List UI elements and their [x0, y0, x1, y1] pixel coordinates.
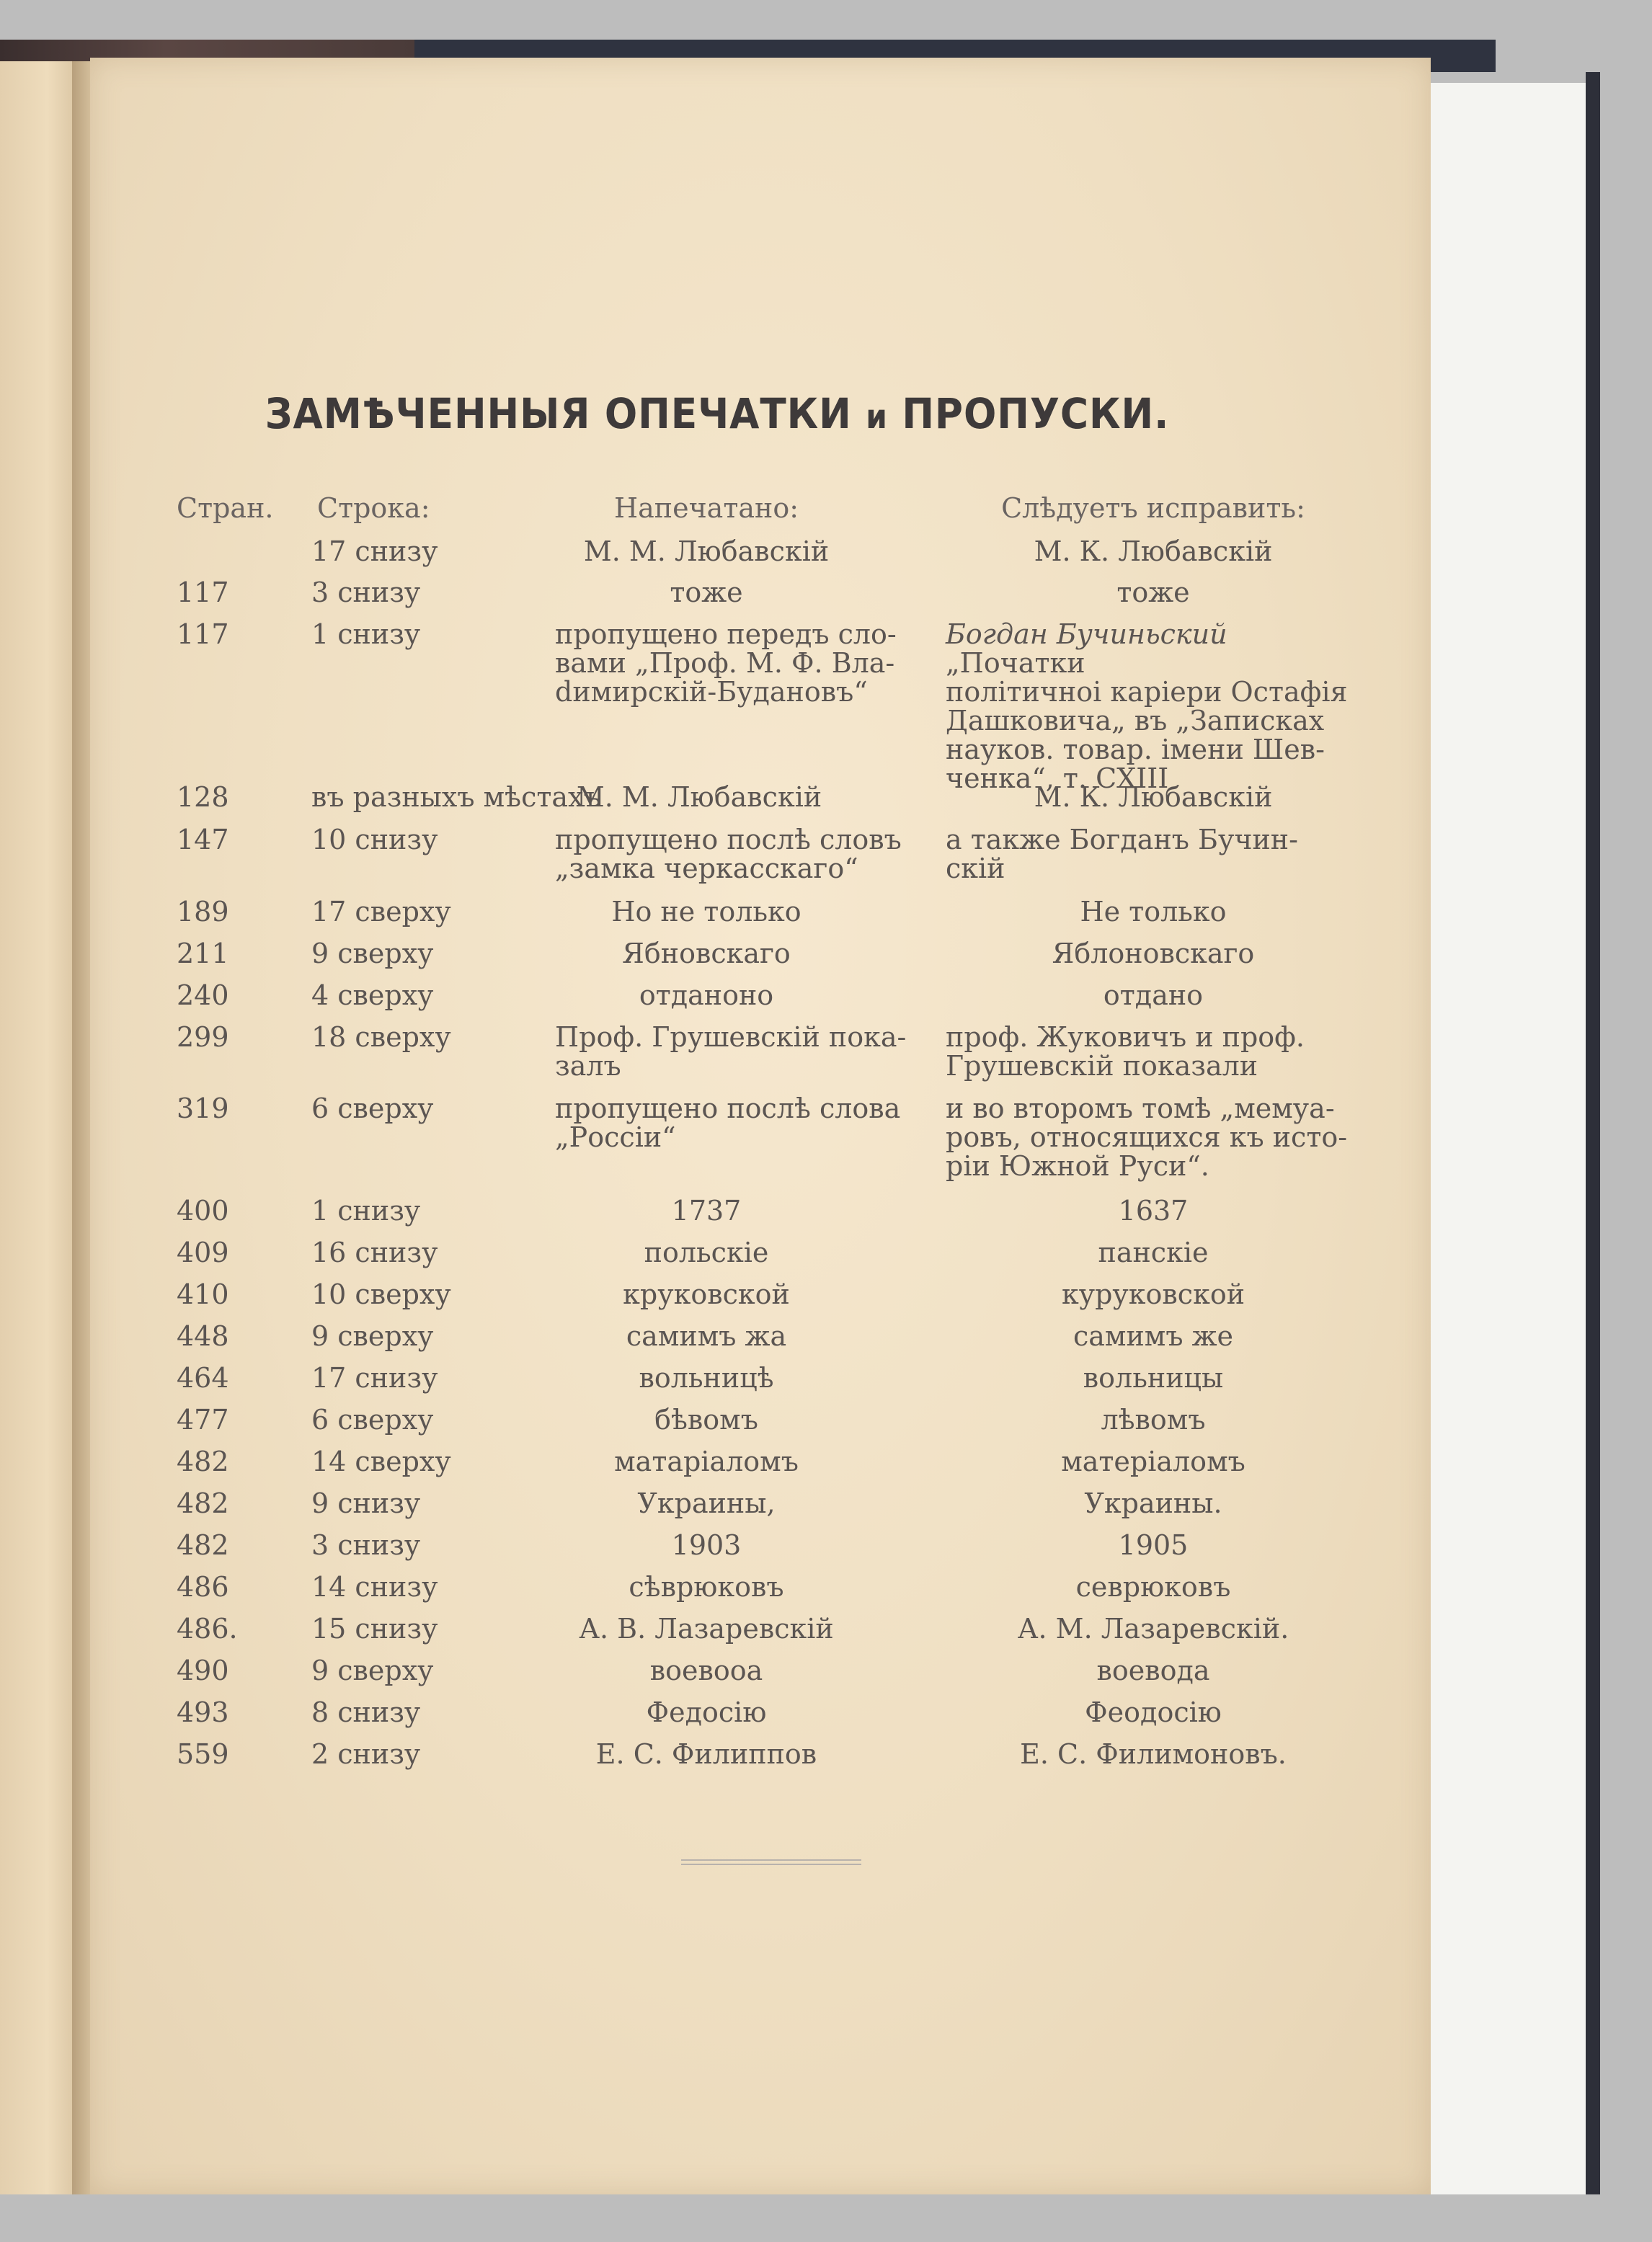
cell-printed: сѣврюковъ [629, 1571, 784, 1603]
cell-line: 4 сверху [311, 979, 434, 1011]
title-tail: ПРОПУСКИ. [902, 389, 1170, 438]
cell-line: 10 снизу [311, 824, 438, 855]
cell-correct: отдано [1103, 979, 1204, 1011]
cell-line: 2 снизу [311, 1738, 421, 1770]
cell-line: 3 снизу [311, 1529, 421, 1561]
cell-printed: М. М. Любавскій [583, 535, 830, 567]
cell-printed: 1903 [671, 1529, 742, 1561]
cell-correct: М. К. Любавскій [1034, 535, 1273, 567]
cell-page: 477 [177, 1404, 229, 1436]
cell-page: 211 [177, 938, 229, 969]
cell-correct: Яблоновскаго [1052, 938, 1255, 969]
end-divider [681, 1859, 861, 1865]
cell-correct: Феодосію [1085, 1696, 1222, 1728]
header-printed: Напечатано: [613, 492, 799, 524]
cell-correct: А. М. Лазаревскій. [1017, 1613, 1289, 1645]
cell-line: 9 снизу [311, 1487, 421, 1519]
cell-correct: матеріаломъ [1061, 1446, 1245, 1477]
cell-correct: 1637 [1118, 1195, 1189, 1227]
cell-page: 493 [177, 1696, 229, 1728]
cell-page: 117 [177, 577, 229, 608]
cell-page: 319 [177, 1093, 229, 1124]
cell-line: 9 сверху [311, 1320, 434, 1352]
cell-line: 1 снизу [311, 1195, 421, 1227]
cell-printed: польскіе [644, 1237, 769, 1268]
cell-correct: лѣвомъ [1101, 1404, 1206, 1436]
cell-page: 448 [177, 1320, 229, 1352]
cell-page: 400 [177, 1195, 229, 1227]
cell-correct-author: Богдан Бучиньский [946, 618, 1227, 650]
cell-line: 6 сверху [311, 1404, 434, 1436]
cell-page: 464 [177, 1362, 229, 1394]
cell-correct: самимъ же [1073, 1320, 1234, 1352]
cell-printed: матаріаломъ [614, 1446, 799, 1477]
cell-correct: Не только [1080, 896, 1227, 928]
cell-correct: а также Богданъ Бучин- скій [946, 824, 1298, 884]
cell-line: 8 снизу [311, 1696, 421, 1728]
cell-line: 1 снизу [311, 618, 421, 650]
cell-printed: пропущено послѣ слова „Россіи“ [555, 1093, 901, 1153]
cell-page: 482 [177, 1529, 229, 1561]
cell-line: 9 сверху [311, 1655, 434, 1686]
cell-line: 18 сверху [311, 1021, 451, 1053]
cell-page: 117 [177, 618, 229, 650]
cell-page: 486 [177, 1571, 229, 1603]
cell-page: 409 [177, 1237, 229, 1268]
cell-page: 147 [177, 824, 229, 855]
cell-page: 490 [177, 1655, 229, 1686]
cell-page: 128 [177, 781, 229, 813]
cell-line: 6 сверху [311, 1093, 434, 1124]
cell-line: 17 снизу [311, 1362, 438, 1394]
cell-printed: Но не только [611, 896, 801, 928]
cell-printed: тоже [670, 577, 743, 608]
cell-printed: А. В. Лазаревскій [579, 1613, 834, 1645]
header-line: Строка: [317, 492, 430, 524]
cell-page: 486. [177, 1613, 238, 1645]
cell-correct: проф. Жуковичъ и проф. Грушевскій показали [946, 1021, 1305, 1082]
cell-printed: Проф. Грушевскій пока- залъ [555, 1021, 907, 1082]
cell-printed: вольницѣ [639, 1362, 774, 1394]
cell-printed: Украины, [637, 1487, 776, 1519]
cell-correct: воевода [1096, 1655, 1210, 1686]
cell-line: 9 сверху [311, 938, 434, 969]
cell-page: 240 [177, 979, 229, 1011]
left-facing-page [0, 61, 79, 2194]
cell-line: 17 снизу [311, 535, 438, 567]
cell-correct: севрюковъ [1075, 1571, 1231, 1603]
title-main: ЗАМѢЧЕННЫЯ ОПЕЧАТКИ [265, 389, 852, 438]
book-cover-board [1416, 83, 1594, 2194]
header-correct: Слѣдуетъ исправить: [1001, 492, 1305, 524]
title-conjunction: и [866, 397, 888, 436]
cell-correct: Украины. [1084, 1487, 1222, 1519]
cell-correct [946, 620, 1364, 793]
cell-page: 559 [177, 1738, 229, 1770]
cell-correct: панскіе [1098, 1237, 1209, 1268]
cell-line: 15 снизу [311, 1613, 438, 1645]
cell-line: 16 снизу [311, 1237, 438, 1268]
cell-page: 299 [177, 1021, 229, 1053]
page-title [58, 389, 1377, 438]
header-page: Стран. [177, 492, 274, 524]
cell-printed: Е. С. Филиппов [595, 1738, 817, 1770]
cell-printed: воевооа [649, 1655, 763, 1686]
cell-page: 482 [177, 1446, 229, 1477]
cell-line: 3 снизу [311, 577, 421, 608]
cell-correct: и во второмъ томѣ „мемуа- ровъ, относящихся къ исто- ріи Южной Руси“. [946, 1093, 1348, 1182]
cell-correct: тоже [1116, 577, 1190, 608]
cell-printed: отданоно [639, 979, 774, 1011]
cell-line: 14 снизу [311, 1571, 438, 1603]
cell-printed: пропущено послѣ словъ „замка черкасскаго“ [555, 824, 902, 884]
cell-page: 482 [177, 1487, 229, 1519]
cell-printed: пропущено передъ сло- вами „Проф. М. Ф. Вла- dимирскій-Будановъ“ [555, 618, 897, 708]
cell-correct: куруковской [1061, 1278, 1245, 1310]
book-cover-edge [1586, 72, 1600, 2194]
cell-line: 10 сверху [311, 1278, 451, 1310]
cell-page: 189 [177, 896, 229, 928]
cell-printed: Ябновскаго [622, 938, 791, 969]
cell-printed: самимъ жа [626, 1320, 787, 1352]
cell-correct: вольницы [1083, 1362, 1224, 1394]
cell-line: въ разныхъ мѣстахъ [311, 781, 601, 813]
cell-printed: М. М. Любавскій [576, 781, 822, 813]
cell-correct-text: „Початки політичноі каріери Остафія Дашковича„ въ „Записках науков. товар. імени Шев- ченка“, т. СХІІІ [946, 647, 1348, 794]
cell-printed: бѣвомъ [654, 1404, 758, 1436]
cell-line: 14 сверху [311, 1446, 451, 1477]
cell-correct: М. К. Любавскій [1034, 781, 1273, 813]
cell-printed: Федосію [646, 1696, 767, 1728]
cell-printed: круковской [623, 1278, 790, 1310]
cell-correct: Е. С. Филимоновъ. [1020, 1738, 1287, 1770]
cell-printed: 1737 [671, 1195, 742, 1227]
cell-line: 17 сверху [311, 896, 451, 928]
cell-page: 410 [177, 1278, 229, 1310]
cell-correct: 1905 [1118, 1529, 1189, 1561]
